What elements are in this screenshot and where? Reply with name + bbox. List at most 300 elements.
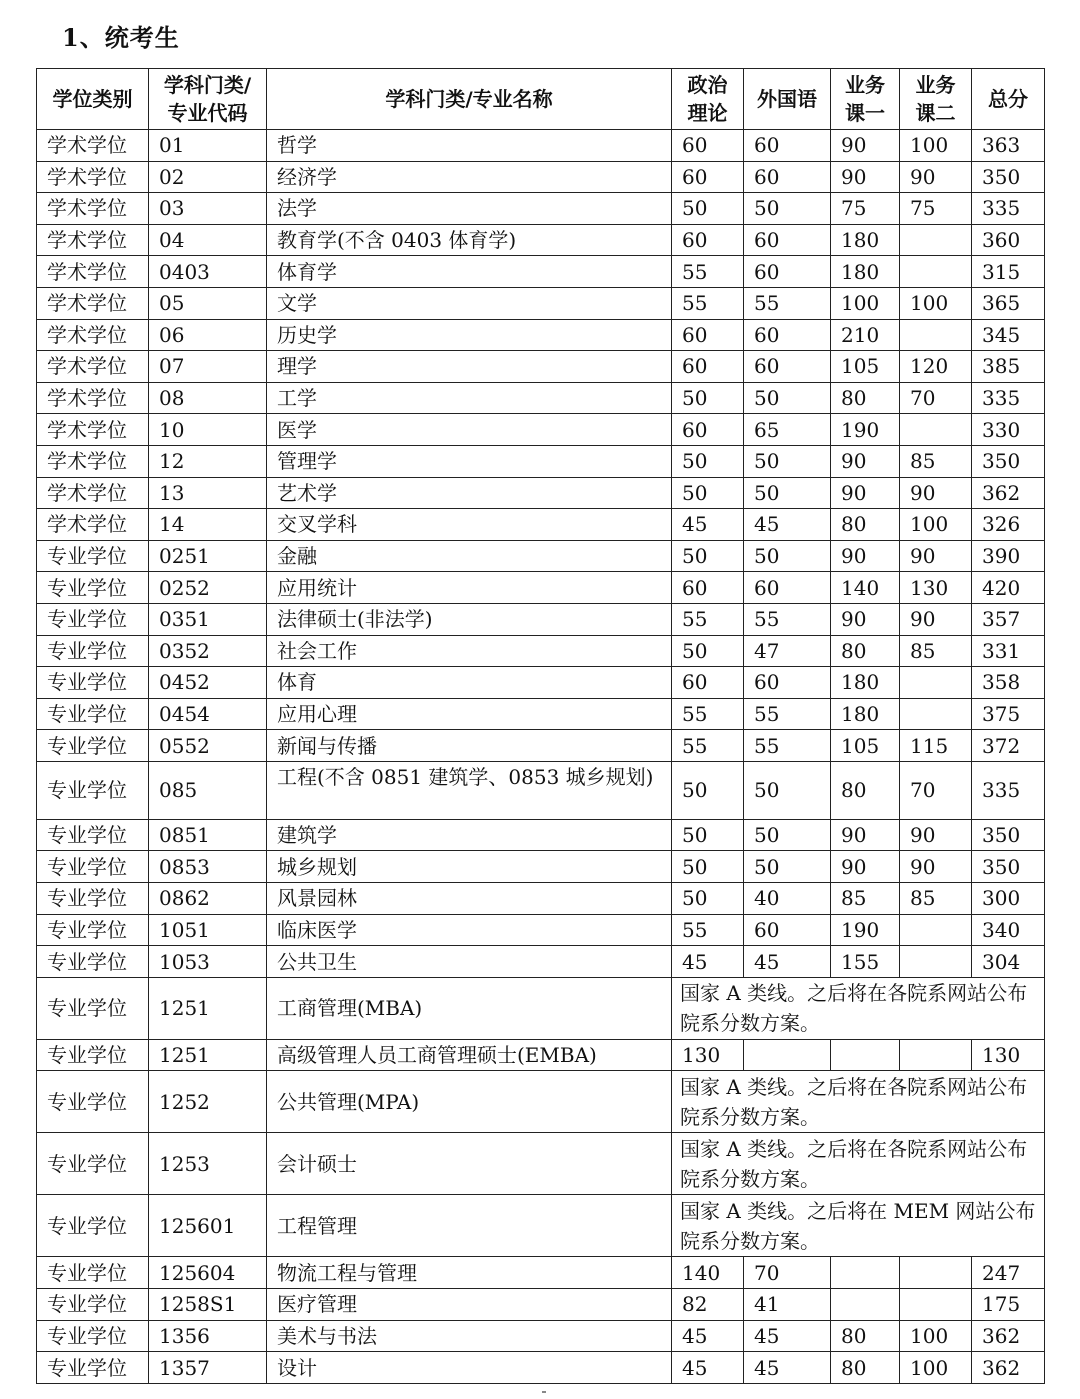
column-header-line: 理论: [687, 101, 728, 125]
code-cell: 0251: [149, 540, 267, 572]
total-score-cell: 362: [972, 1352, 1045, 1384]
course2-score-cell: 70: [900, 382, 972, 414]
foreign-score-cell: 55: [744, 287, 831, 319]
course2-score-cell: [900, 414, 972, 446]
column-header: [744, 69, 831, 130]
column-header: [37, 69, 149, 130]
course2-score-cell: 100: [900, 1320, 972, 1352]
code-cell: 04: [149, 224, 267, 256]
course2-score-cell: 85: [900, 635, 972, 667]
politics-score-cell: 55: [672, 914, 744, 946]
degree-type-cell: 专业学位: [37, 1039, 149, 1071]
note-cell: 国家 A 类线。之后将在各院系网站公布院系分数方案。: [672, 1133, 1045, 1195]
code-cell: 13: [149, 477, 267, 509]
code-cell: 1258S1: [149, 1289, 267, 1321]
code-cell: 125601: [149, 1195, 267, 1257]
course1-score-cell: 80: [831, 1352, 900, 1384]
table-row: [37, 477, 1045, 509]
major-name-cell: 美术与书法: [267, 1320, 672, 1352]
total-score-cell: 304: [972, 946, 1045, 978]
degree-type-cell: 专业学位: [37, 977, 149, 1039]
major-name-cell: 法律硕士(非法学): [267, 603, 672, 635]
course1-score-cell: 140: [831, 572, 900, 604]
column-header-line: 课一: [845, 101, 885, 125]
degree-type-cell: 专业学位: [37, 603, 149, 635]
table-row: [37, 351, 1045, 383]
degree-type-cell: 专业学位: [37, 761, 149, 819]
major-name-cell: 医疗管理: [267, 1289, 672, 1321]
course2-score-cell: [900, 667, 972, 699]
major-name-cell: 物流工程与管理: [267, 1257, 672, 1289]
table-row: [37, 572, 1045, 604]
code-cell: 1357: [149, 1352, 267, 1384]
politics-score-cell: 60: [672, 351, 744, 383]
foreign-score-cell: 60: [744, 161, 831, 193]
code-cell: 125604: [149, 1257, 267, 1289]
course1-score-cell: 80: [831, 1320, 900, 1352]
politics-score-cell: 45: [672, 1320, 744, 1352]
politics-score-cell: 60: [672, 161, 744, 193]
foreign-score-cell: 45: [744, 1320, 831, 1352]
degree-type-cell: 专业学位: [37, 1133, 149, 1195]
course2-score-cell: 70: [900, 761, 972, 819]
politics-score-cell: 60: [672, 319, 744, 351]
course1-score-cell: 90: [831, 540, 900, 572]
foreign-score-cell: 55: [744, 730, 831, 762]
course1-score-cell: [831, 1257, 900, 1289]
code-cell: 02: [149, 161, 267, 193]
table-row: [37, 540, 1045, 572]
column-header-line: 学科门类/专业名称: [385, 87, 553, 111]
table-row: [37, 635, 1045, 667]
foreign-score-cell: 45: [744, 1352, 831, 1384]
degree-type-cell: 学术学位: [37, 351, 149, 383]
total-score-cell: 360: [972, 224, 1045, 256]
course1-score-cell: 80: [831, 509, 900, 541]
table-row: [37, 445, 1045, 477]
politics-score-cell: 50: [672, 540, 744, 572]
total-score-cell: 340: [972, 914, 1045, 946]
course1-score-cell: 180: [831, 224, 900, 256]
column-header-line: 学位类别: [52, 87, 133, 111]
note-cell: 国家 A 类线。之后将在各院系网站公布院系分数方案。: [672, 1071, 1045, 1133]
degree-type-cell: 专业学位: [37, 819, 149, 851]
table-row: [37, 319, 1045, 351]
major-name-cell: 公共管理(MPA): [267, 1071, 672, 1133]
degree-type-cell: 专业学位: [37, 946, 149, 978]
total-score-cell: 335: [972, 761, 1045, 819]
major-name-cell: 城乡规划: [267, 851, 672, 883]
table-row: [37, 1133, 1045, 1195]
course2-score-cell: 90: [900, 540, 972, 572]
major-name-cell: 工商管理(MBA): [267, 977, 672, 1039]
major-name-cell: 高级管理人员工商管理硕士(EMBA): [267, 1039, 672, 1071]
course2-score-cell: [900, 946, 972, 978]
major-name-cell: 哲学: [267, 130, 672, 162]
total-score-cell: 175: [972, 1289, 1045, 1321]
code-cell: 1252: [149, 1071, 267, 1133]
code-cell: 0403: [149, 256, 267, 288]
code-cell: 0853: [149, 851, 267, 883]
politics-score-cell: 55: [672, 603, 744, 635]
major-name-cell: 社会工作: [267, 635, 672, 667]
foreign-score-cell: 50: [744, 193, 831, 225]
code-cell: 0862: [149, 883, 267, 915]
total-score-cell: 350: [972, 161, 1045, 193]
foreign-score-cell: 50: [744, 761, 831, 819]
course1-score-cell: 90: [831, 819, 900, 851]
total-score-cell: 330: [972, 414, 1045, 446]
column-header-line: 业务: [915, 73, 956, 97]
foreign-score-cell: 60: [744, 130, 831, 162]
course2-score-cell: 130: [900, 572, 972, 604]
course1-score-cell: 90: [831, 477, 900, 509]
degree-type-cell: 专业学位: [37, 572, 149, 604]
column-header-line: 学科门类/: [163, 73, 252, 97]
code-cell: 01: [149, 130, 267, 162]
politics-score-cell: 60: [672, 572, 744, 604]
course2-score-cell: 100: [900, 287, 972, 319]
major-name-cell: 设计: [267, 1352, 672, 1384]
foreign-score-cell: 60: [744, 319, 831, 351]
foreign-score-cell: 40: [744, 883, 831, 915]
column-header: [672, 69, 744, 130]
total-score-cell: 362: [972, 1320, 1045, 1352]
code-cell: 0552: [149, 730, 267, 762]
course1-score-cell: 80: [831, 761, 900, 819]
degree-type-cell: 专业学位: [37, 1071, 149, 1133]
code-cell: 1051: [149, 914, 267, 946]
major-name-cell: 理学: [267, 351, 672, 383]
total-score-cell: 350: [972, 819, 1045, 851]
code-cell: 0454: [149, 698, 267, 730]
major-name-cell: 新闻与传播: [267, 730, 672, 762]
foreign-score-cell: 50: [744, 540, 831, 572]
code-cell: 1251: [149, 1039, 267, 1071]
politics-score-cell: 55: [672, 287, 744, 319]
major-name-cell: 应用心理: [267, 698, 672, 730]
code-cell: 12: [149, 445, 267, 477]
total-score-cell: 385: [972, 351, 1045, 383]
total-score-cell: 345: [972, 319, 1045, 351]
course2-score-cell: 120: [900, 351, 972, 383]
major-name-cell: 体育学: [267, 256, 672, 288]
table-row: [37, 224, 1045, 256]
course2-score-cell: 115: [900, 730, 972, 762]
total-score-cell: 390: [972, 540, 1045, 572]
table-row: [37, 1289, 1045, 1321]
code-cell: 0351: [149, 603, 267, 635]
course2-score-cell: [900, 1257, 972, 1289]
table-row: [37, 1257, 1045, 1289]
total-score-cell: 331: [972, 635, 1045, 667]
column-header: [900, 69, 972, 130]
table-row: [37, 698, 1045, 730]
foreign-score-cell: 65: [744, 414, 831, 446]
major-name-cell: 应用统计: [267, 572, 672, 604]
total-score-cell: 375: [972, 698, 1045, 730]
column-header-line: 业务: [845, 73, 885, 97]
degree-type-cell: 学术学位: [37, 382, 149, 414]
total-score-cell: 358: [972, 667, 1045, 699]
major-name-cell: 风景园林: [267, 883, 672, 915]
course1-score-cell: [831, 1039, 900, 1071]
politics-score-cell: 55: [672, 730, 744, 762]
course1-score-cell: 155: [831, 946, 900, 978]
table-row: [37, 161, 1045, 193]
course2-score-cell: 90: [900, 477, 972, 509]
table-row: [37, 819, 1045, 851]
table-row: [37, 256, 1045, 288]
code-cell: 07: [149, 351, 267, 383]
code-cell: 1356: [149, 1320, 267, 1352]
major-name-cell: 工学: [267, 382, 672, 414]
table-row: [37, 193, 1045, 225]
course1-score-cell: 80: [831, 635, 900, 667]
politics-score-cell: 50: [672, 193, 744, 225]
politics-score-cell: 60: [672, 414, 744, 446]
course2-score-cell: 90: [900, 819, 972, 851]
table-header-row: [37, 69, 1045, 130]
degree-type-cell: 学术学位: [37, 224, 149, 256]
code-cell: 06: [149, 319, 267, 351]
major-name-cell: 金融: [267, 540, 672, 572]
major-name-cell: 交叉学科: [267, 509, 672, 541]
politics-score-cell: 50: [672, 819, 744, 851]
politics-score-cell: 50: [672, 382, 744, 414]
table-row: [37, 1195, 1045, 1257]
foreign-score-cell: 60: [744, 224, 831, 256]
major-name-cell: 工程管理: [267, 1195, 672, 1257]
major-name-cell: 体育: [267, 667, 672, 699]
course1-score-cell: 80: [831, 382, 900, 414]
degree-type-cell: 学术学位: [37, 130, 149, 162]
total-score-cell: 420: [972, 572, 1045, 604]
course2-score-cell: [900, 1039, 972, 1071]
course1-score-cell: 100: [831, 287, 900, 319]
course2-score-cell: [900, 698, 972, 730]
foreign-score-cell: 55: [744, 698, 831, 730]
code-cell: 10: [149, 414, 267, 446]
degree-type-cell: 专业学位: [37, 1320, 149, 1352]
foreign-score-cell: 55: [744, 603, 831, 635]
foreign-score-cell: [744, 1039, 831, 1071]
course1-score-cell: 210: [831, 319, 900, 351]
code-cell: 08: [149, 382, 267, 414]
degree-type-cell: 专业学位: [37, 635, 149, 667]
course1-score-cell: 105: [831, 730, 900, 762]
course2-score-cell: [900, 1289, 972, 1321]
foreign-score-cell: 50: [744, 382, 831, 414]
degree-type-cell: 学术学位: [37, 161, 149, 193]
major-name-cell: 临床医学: [267, 914, 672, 946]
table-row: [37, 1320, 1045, 1352]
table-row: [37, 1352, 1045, 1384]
politics-score-cell: 60: [672, 667, 744, 699]
politics-score-cell: 55: [672, 256, 744, 288]
table-row: [37, 851, 1045, 883]
course1-score-cell: 180: [831, 698, 900, 730]
politics-score-cell: 50: [672, 883, 744, 915]
major-name-cell: 医学: [267, 414, 672, 446]
column-header-line: 总分: [988, 87, 1028, 111]
politics-score-cell: 50: [672, 635, 744, 667]
table-row: [37, 509, 1045, 541]
total-score-cell: 365: [972, 287, 1045, 319]
column-header-line: 专业代码: [167, 101, 248, 125]
total-score-cell: 350: [972, 851, 1045, 883]
table-row: [37, 382, 1045, 414]
foreign-score-cell: 50: [744, 477, 831, 509]
total-score-cell: 363: [972, 130, 1045, 162]
table-row: [37, 603, 1045, 635]
course1-score-cell: 90: [831, 445, 900, 477]
course2-score-cell: [900, 224, 972, 256]
column-header-line: 政治: [687, 73, 728, 97]
table-row: [37, 946, 1045, 978]
table-row: [37, 414, 1045, 446]
foreign-score-cell: 70: [744, 1257, 831, 1289]
section-heading: 1、统考生: [62, 23, 180, 52]
table-row: [37, 730, 1045, 762]
course2-score-cell: [900, 256, 972, 288]
degree-type-cell: 专业学位: [37, 851, 149, 883]
total-score-cell: 335: [972, 382, 1045, 414]
course2-score-cell: 90: [900, 851, 972, 883]
major-name-cell: 建筑学: [267, 819, 672, 851]
total-score-cell: 315: [972, 256, 1045, 288]
course2-score-cell: 75: [900, 193, 972, 225]
column-header: [149, 69, 267, 130]
degree-type-cell: 专业学位: [37, 1289, 149, 1321]
score-table: [36, 68, 1045, 1384]
table-row: [37, 1071, 1045, 1133]
course1-score-cell: 190: [831, 914, 900, 946]
degree-type-cell: 专业学位: [37, 667, 149, 699]
foreign-score-cell: 50: [744, 819, 831, 851]
foreign-score-cell: 41: [744, 1289, 831, 1321]
degree-type-cell: 学术学位: [37, 445, 149, 477]
total-score-cell: 357: [972, 603, 1045, 635]
major-name-cell: 工程(不含 0851 建筑学、0853 城乡规划): [267, 761, 672, 819]
table-row: [37, 1039, 1045, 1071]
course1-score-cell: 180: [831, 667, 900, 699]
degree-type-cell: 专业学位: [37, 730, 149, 762]
code-cell: 05: [149, 287, 267, 319]
degree-type-cell: 专业学位: [37, 883, 149, 915]
code-cell: 14: [149, 509, 267, 541]
total-score-cell: 247: [972, 1257, 1045, 1289]
degree-type-cell: 学术学位: [37, 509, 149, 541]
major-name-cell: 公共卫生: [267, 946, 672, 978]
major-name-cell: 管理学: [267, 445, 672, 477]
column-header-line: 课二: [915, 101, 956, 125]
course2-score-cell: [900, 319, 972, 351]
table-row: [37, 130, 1045, 162]
degree-type-cell: 专业学位: [37, 540, 149, 572]
foreign-score-cell: 60: [744, 351, 831, 383]
code-cell: 0452: [149, 667, 267, 699]
course2-score-cell: 90: [900, 161, 972, 193]
code-cell: 0851: [149, 819, 267, 851]
table-row: [37, 761, 1045, 819]
course1-score-cell: 90: [831, 161, 900, 193]
total-score-cell: 372: [972, 730, 1045, 762]
politics-score-cell: 82: [672, 1289, 744, 1321]
major-name-cell: 文学: [267, 287, 672, 319]
page-mark: [542, 1391, 546, 1393]
degree-type-cell: 专业学位: [37, 1257, 149, 1289]
course1-score-cell: 190: [831, 414, 900, 446]
course1-score-cell: 180: [831, 256, 900, 288]
degree-type-cell: 学术学位: [37, 287, 149, 319]
major-name-cell: 教育学(不含 0403 体育学): [267, 224, 672, 256]
politics-score-cell: 45: [672, 946, 744, 978]
course2-score-cell: 85: [900, 445, 972, 477]
course2-score-cell: 100: [900, 130, 972, 162]
degree-type-cell: 专业学位: [37, 1352, 149, 1384]
course1-score-cell: [831, 1289, 900, 1321]
total-score-cell: 362: [972, 477, 1045, 509]
foreign-score-cell: 60: [744, 914, 831, 946]
major-name-cell: 法学: [267, 193, 672, 225]
column-header: [267, 69, 672, 130]
course2-score-cell: [900, 914, 972, 946]
course1-score-cell: 105: [831, 351, 900, 383]
course2-score-cell: 90: [900, 603, 972, 635]
total-score-cell: 300: [972, 883, 1045, 915]
column-header-line: 外国语: [757, 87, 817, 111]
politics-score-cell: 50: [672, 445, 744, 477]
table-row: [37, 883, 1045, 915]
major-name-cell: 会计硕士: [267, 1133, 672, 1195]
code-cell: 0252: [149, 572, 267, 604]
course1-score-cell: 85: [831, 883, 900, 915]
degree-type-cell: 学术学位: [37, 319, 149, 351]
foreign-score-cell: 50: [744, 851, 831, 883]
column-header: [831, 69, 900, 130]
politics-score-cell: 45: [672, 509, 744, 541]
degree-type-cell: 学术学位: [37, 256, 149, 288]
degree-type-cell: 专业学位: [37, 914, 149, 946]
code-cell: 085: [149, 761, 267, 819]
foreign-score-cell: 60: [744, 256, 831, 288]
course1-score-cell: 90: [831, 603, 900, 635]
code-cell: 1053: [149, 946, 267, 978]
course1-score-cell: 75: [831, 193, 900, 225]
note-cell: 国家 A 类线。之后将在 MEM 网站公布院系分数方案。: [672, 1195, 1045, 1257]
major-name-cell: 经济学: [267, 161, 672, 193]
degree-type-cell: 学术学位: [37, 193, 149, 225]
foreign-score-cell: 60: [744, 572, 831, 604]
column-header: [972, 69, 1045, 130]
code-cell: 03: [149, 193, 267, 225]
total-score-cell: 326: [972, 509, 1045, 541]
course1-score-cell: 90: [831, 851, 900, 883]
total-score-cell: 130: [972, 1039, 1045, 1071]
major-name-cell: 艺术学: [267, 477, 672, 509]
course1-score-cell: 90: [831, 130, 900, 162]
total-score-cell: 335: [972, 193, 1045, 225]
course2-score-cell: 100: [900, 509, 972, 541]
foreign-score-cell: 45: [744, 509, 831, 541]
politics-score-cell: 130: [672, 1039, 744, 1071]
course2-score-cell: 100: [900, 1352, 972, 1384]
major-name-cell: 历史学: [267, 319, 672, 351]
degree-type-cell: 学术学位: [37, 414, 149, 446]
course2-score-cell: 85: [900, 883, 972, 915]
table-row: [37, 977, 1045, 1039]
